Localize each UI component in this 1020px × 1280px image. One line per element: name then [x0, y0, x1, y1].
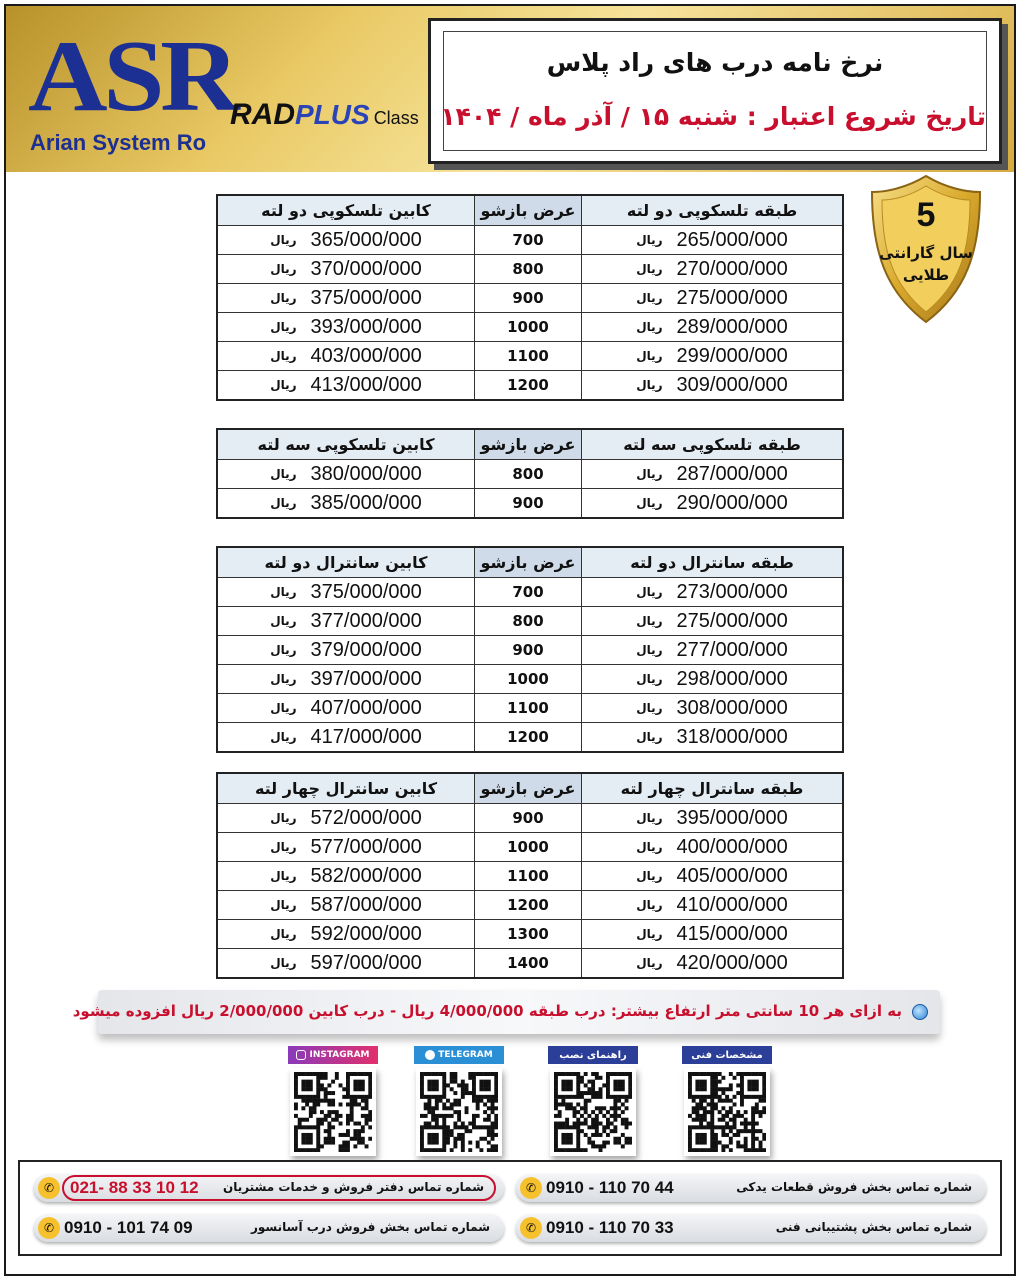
contact-office-label: شماره تماس دفتر فروش و خدمات مشتریان — [222, 1180, 484, 1194]
title-inner — [440, 31, 987, 151]
table-row — [218, 341, 842, 370]
height-surcharge-note — [72, 990, 940, 1034]
qr-instagram[interactable] — [288, 1046, 378, 1158]
cabin-price-amount: 377/000/000 — [310, 609, 422, 632]
floor-price — [582, 607, 842, 635]
floor-price-amount: 289/000/000 — [676, 315, 788, 338]
contact-support[interactable] — [516, 1214, 986, 1242]
currency-label: ریال — [636, 585, 663, 599]
table-header-row — [218, 774, 842, 803]
opening-width: 1000 — [474, 313, 582, 341]
currency-label: ریال — [270, 927, 297, 941]
header-width: عرض بازشو — [474, 774, 582, 803]
table-row — [218, 370, 842, 399]
qr-code-icon — [420, 1072, 498, 1152]
floor-price-amount: 420/000/000 — [676, 951, 788, 974]
floor-price — [582, 949, 842, 977]
contact-door-sales-number: 0910 - 101 74 09 — [64, 1218, 193, 1237]
qr-tag-telegram — [414, 1046, 504, 1064]
qr-code-icon — [688, 1072, 766, 1152]
qr-label-tech-specs: مشخصات فنی — [691, 1049, 763, 1061]
cabin-price-amount: 375/000/000 — [310, 580, 422, 603]
opening-width: 1200 — [474, 371, 582, 399]
cabin-price — [218, 920, 474, 948]
opening-width: 1400 — [474, 949, 582, 977]
cabin-price — [218, 694, 474, 722]
opening-width: 1200 — [474, 723, 582, 751]
price-table — [216, 772, 844, 979]
table-row — [218, 664, 842, 693]
table-row — [218, 890, 842, 919]
currency-label: ریال — [636, 262, 663, 276]
floor-price-amount: 308/000/000 — [676, 696, 788, 719]
table-row — [218, 488, 842, 517]
currency-label: ریال — [270, 378, 297, 392]
qr-code-telegram — [416, 1068, 502, 1156]
cabin-price-amount: 407/000/000 — [310, 696, 422, 719]
floor-price-amount: 275/000/000 — [676, 286, 788, 309]
currency-label: ریال — [636, 614, 663, 628]
cabin-price-amount: 379/000/000 — [310, 638, 422, 661]
price-table — [216, 194, 844, 401]
cabin-price-amount: 375/000/000 — [310, 286, 422, 309]
floor-price — [582, 665, 842, 693]
qr-tag-instagram — [288, 1046, 378, 1064]
currency-label: ریال — [636, 320, 663, 334]
floor-price — [582, 489, 842, 517]
floor-price — [582, 833, 842, 861]
opening-width: 1100 — [474, 862, 582, 890]
currency-label: ریال — [636, 643, 663, 657]
qr-label-install-guide: راهنمای نصب — [559, 1049, 627, 1061]
qr-code-instagram — [290, 1068, 376, 1156]
contact-parts-label: شماره تماس بخش فروش قطعات یدکی — [736, 1180, 972, 1194]
phone-icon: ✆ — [520, 1177, 542, 1199]
floor-price-amount: 270/000/000 — [676, 257, 788, 280]
cabin-price-amount: 385/000/000 — [310, 491, 422, 514]
asr-logo — [24, 20, 236, 156]
qr-install-guide[interactable] — [548, 1046, 638, 1158]
currency-label: ریال — [270, 840, 297, 854]
cabin-price — [218, 833, 474, 861]
warranty-line2: طلایی — [902, 266, 950, 284]
currency-label: ریال — [636, 349, 663, 363]
floor-price — [582, 862, 842, 890]
contact-parts-number: 0910 - 110 70 44 — [546, 1178, 674, 1197]
floor-price-amount: 410/000/000 — [676, 893, 788, 916]
floor-price-amount: 298/000/000 — [676, 667, 788, 690]
header-banner — [6, 6, 1014, 172]
table-row — [218, 283, 842, 312]
cabin-price — [218, 665, 474, 693]
brand-radplus — [230, 98, 419, 132]
opening-width: 900 — [474, 636, 582, 664]
currency-label: ریال — [270, 811, 297, 825]
currency-label: ریال — [270, 233, 297, 247]
table-row — [218, 459, 842, 488]
warranty-line1: سال گارانتی — [879, 244, 973, 262]
cabin-price-amount: 577/000/000 — [310, 835, 422, 858]
currency-label: ریال — [636, 672, 663, 686]
opening-width: 1000 — [474, 833, 582, 861]
floor-price — [582, 636, 842, 664]
opening-width: 800 — [474, 460, 582, 488]
cabin-price-amount: 393/000/000 — [310, 315, 422, 338]
contacts-box — [18, 1160, 1002, 1256]
currency-label: ریال — [270, 701, 297, 715]
floor-price — [582, 284, 842, 312]
currency-label: ریال — [636, 898, 663, 912]
contact-door-sales-label: شماره تماس بخش فروش درب آسانسور — [251, 1220, 490, 1234]
header-width: عرض بازشو — [474, 196, 582, 225]
qr-label-instagram: INSTAGRAM — [309, 1050, 370, 1060]
cabin-price-amount: 397/000/000 — [310, 667, 422, 690]
bullet-icon — [912, 1004, 928, 1020]
currency-label: ریال — [270, 869, 297, 883]
floor-price-amount: 318/000/000 — [676, 725, 788, 748]
opening-width: 1300 — [474, 920, 582, 948]
cabin-price — [218, 607, 474, 635]
currency-label: ریال — [270, 320, 297, 334]
floor-price — [582, 313, 842, 341]
cabin-price-amount: 582/000/000 — [310, 864, 422, 887]
currency-label: ریال — [270, 291, 297, 305]
table-header-row — [218, 548, 842, 577]
floor-price-amount: 277/000/000 — [676, 638, 788, 661]
cabin-price — [218, 804, 474, 832]
opening-width: 800 — [474, 607, 582, 635]
opening-width: 900 — [474, 804, 582, 832]
header-width: عرض بازشو — [474, 430, 582, 459]
cabin-price — [218, 342, 474, 370]
brand-plus: PLUS — [295, 99, 370, 130]
warranty-shield — [866, 172, 986, 326]
cabin-price-amount: 592/000/000 — [310, 922, 422, 945]
cabin-price — [218, 255, 474, 283]
header-floor: طبقه سانترال دو لته — [630, 553, 794, 572]
header-floor: طبقه تلسکوپی سه لته — [623, 435, 801, 454]
floor-price-amount: 405/000/000 — [676, 864, 788, 887]
opening-width: 900 — [474, 284, 582, 312]
cabin-price — [218, 723, 474, 751]
floor-price-amount: 415/000/000 — [676, 922, 788, 945]
logo-subtitle: Arian System Ro — [30, 130, 207, 155]
currency-label: ریال — [270, 467, 297, 481]
cabin-price-amount: 417/000/000 — [310, 725, 422, 748]
validity-date: تاریخ شروع اعتبار : شنبه ۱۵ / آذر ماه / ۱۴۰۴ — [440, 102, 986, 131]
floor-price — [582, 694, 842, 722]
qr-label-telegram: TELEGRAM — [438, 1050, 493, 1060]
currency-label: ریال — [270, 956, 297, 970]
cabin-price-amount: 370/000/000 — [310, 257, 422, 280]
floor-price — [582, 578, 842, 606]
cabin-price-amount: 413/000/000 — [310, 373, 422, 396]
cabin-price — [218, 949, 474, 977]
phone-icon: ✆ — [38, 1217, 60, 1239]
table-row — [218, 606, 842, 635]
floor-price-amount: 299/000/000 — [676, 344, 788, 367]
table-row — [218, 832, 842, 861]
contact-parts[interactable] — [516, 1174, 986, 1202]
phone-icon: ✆ — [520, 1217, 542, 1239]
table-row — [218, 919, 842, 948]
qr-telegram[interactable] — [414, 1046, 504, 1158]
currency-label: ریال — [636, 701, 663, 715]
qr-tech-specs[interactable] — [682, 1046, 772, 1158]
cabin-price — [218, 636, 474, 664]
floor-price — [582, 920, 842, 948]
logo-letters: ASR — [28, 20, 236, 133]
cabin-price — [218, 226, 474, 254]
currency-label: ریال — [636, 378, 663, 392]
currency-label: ریال — [270, 643, 297, 657]
header-cabin: کابین تلسکوپی سه لته — [257, 435, 435, 454]
page-title: نرخ نامه درب های راد پلاس — [546, 48, 884, 77]
floor-price-amount: 395/000/000 — [676, 806, 788, 829]
floor-price-amount: 273/000/000 — [676, 580, 788, 603]
table-row — [218, 948, 842, 977]
floor-price — [582, 342, 842, 370]
warranty-text — [876, 242, 976, 286]
opening-width: 900 — [474, 489, 582, 517]
table-row — [218, 722, 842, 751]
table-row — [218, 861, 842, 890]
currency-label: ریال — [270, 672, 297, 686]
warranty-years: 5 — [916, 196, 936, 234]
currency-label: ریال — [636, 730, 663, 744]
floor-price — [582, 891, 842, 919]
currency-label: ریال — [636, 956, 663, 970]
opening-width: 1000 — [474, 665, 582, 693]
floor-price-amount: 309/000/000 — [676, 373, 788, 396]
header-cabin: کابین سانترال دو لته — [264, 553, 428, 572]
cabin-price-amount: 403/000/000 — [310, 344, 422, 367]
cabin-price — [218, 284, 474, 312]
brand-class: Class — [373, 108, 419, 128]
cabin-price-amount: 572/000/000 — [310, 806, 422, 829]
contact-door-sales[interactable] — [34, 1214, 504, 1242]
qr-code-icon — [294, 1072, 372, 1152]
floor-price-amount: 400/000/000 — [676, 835, 788, 858]
table-row — [218, 635, 842, 664]
note-text: به ازای هر 10 سانتی متر ارتفاع بیشتر: درب طبقه 4/000/000 ریال - درب کابین 2/000/000 ریال افزوده میشود — [72, 1002, 902, 1020]
cabin-price-amount: 597/000/000 — [310, 951, 422, 974]
header-cabin: کابین تلسکوپی دو لته — [261, 201, 431, 220]
currency-label: ریال — [636, 840, 663, 854]
qr-tag-tech-specs — [682, 1046, 772, 1064]
currency-label: ریال — [636, 869, 663, 883]
currency-label: ریال — [270, 614, 297, 628]
currency-label: ریال — [270, 349, 297, 363]
currency-label: ریال — [636, 467, 663, 481]
price-table — [216, 546, 844, 753]
contact-office[interactable] — [34, 1174, 504, 1202]
contact-office-number: 021- 88 33 10 12 — [70, 1178, 199, 1197]
cabin-price-amount: 380/000/000 — [310, 462, 422, 485]
table-row — [218, 693, 842, 722]
floor-price-amount: 275/000/000 — [676, 609, 788, 632]
opening-width: 1100 — [474, 342, 582, 370]
qr-tag-install-guide — [548, 1046, 638, 1064]
cabin-price — [218, 891, 474, 919]
floor-price — [582, 723, 842, 751]
cabin-price-amount: 365/000/000 — [310, 228, 422, 251]
table-row — [218, 312, 842, 341]
opening-width: 700 — [474, 578, 582, 606]
phone-icon: ✆ — [38, 1177, 60, 1199]
table-header-row — [218, 196, 842, 225]
table-row — [218, 225, 842, 254]
currency-label: ریال — [636, 927, 663, 941]
price-table — [216, 428, 844, 519]
header-floor: طبقه سانترال چهار لته — [620, 779, 804, 798]
cabin-price — [218, 862, 474, 890]
header-width: عرض بازشو — [474, 548, 582, 577]
opening-width: 1100 — [474, 694, 582, 722]
cabin-price — [218, 313, 474, 341]
instagram-icon — [296, 1050, 306, 1060]
opening-width: 800 — [474, 255, 582, 283]
currency-label: ریال — [270, 585, 297, 599]
opening-width: 700 — [474, 226, 582, 254]
contact-support-number: 0910 - 110 70 33 — [546, 1218, 674, 1237]
floor-price-amount: 265/000/000 — [676, 228, 788, 251]
floor-price — [582, 460, 842, 488]
cabin-price — [218, 460, 474, 488]
currency-label: ریال — [636, 811, 663, 825]
title-box — [428, 18, 1002, 164]
header-cabin: کابین سانترال چهار لته — [254, 779, 438, 798]
qr-code-install-guide — [550, 1068, 636, 1156]
table-header-row — [218, 430, 842, 459]
table-row — [218, 577, 842, 606]
floor-price — [582, 226, 842, 254]
cabin-price — [218, 489, 474, 517]
table-row — [218, 803, 842, 832]
currency-label: ریال — [636, 496, 663, 510]
currency-label: ریال — [270, 262, 297, 276]
opening-width: 1200 — [474, 891, 582, 919]
currency-label: ریال — [270, 496, 297, 510]
floor-price — [582, 371, 842, 399]
contact-support-label: شماره تماس بخش پشتیبانی فنی — [775, 1220, 972, 1234]
currency-label: ریال — [270, 730, 297, 744]
qr-code-tech-specs — [684, 1068, 770, 1156]
brand-rad: RAD — [230, 98, 295, 131]
floor-price — [582, 804, 842, 832]
table-row — [218, 254, 842, 283]
qr-code-icon — [554, 1072, 632, 1152]
header-floor: طبقه تلسکوپی دو لته — [626, 201, 798, 220]
floor-price-amount: 290/000/000 — [676, 491, 788, 514]
currency-label: ریال — [636, 233, 663, 247]
telegram-icon — [425, 1050, 435, 1060]
cabin-price — [218, 371, 474, 399]
cabin-price-amount: 587/000/000 — [310, 893, 422, 916]
cabin-price — [218, 578, 474, 606]
floor-price — [582, 255, 842, 283]
floor-price-amount: 287/000/000 — [676, 462, 788, 485]
currency-label: ریال — [270, 898, 297, 912]
currency-label: ریال — [636, 291, 663, 305]
